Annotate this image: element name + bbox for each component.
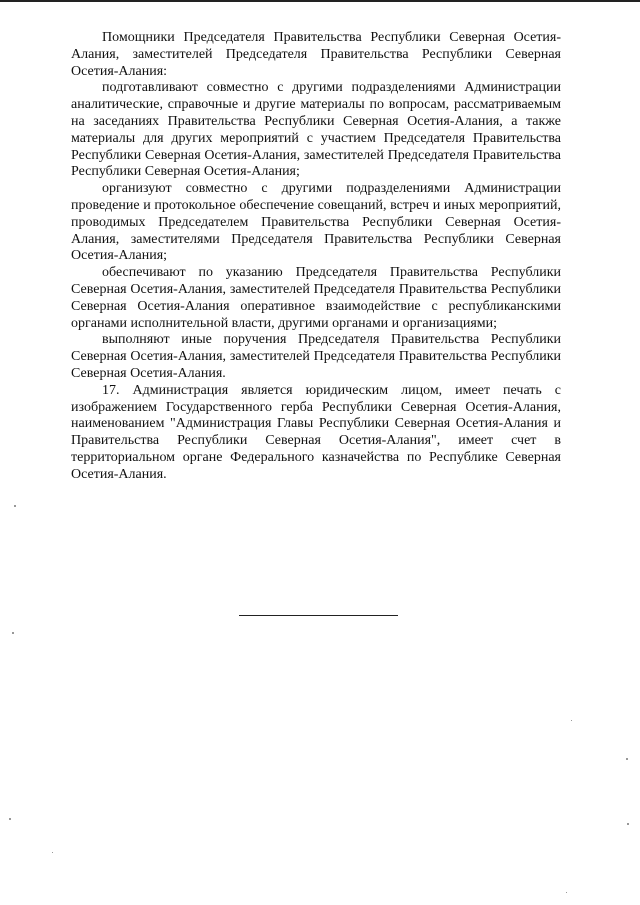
- scan-speck: [9, 818, 11, 820]
- closing-rule-line: [239, 615, 398, 616]
- paragraph-item-17: 17. Администрация является юридическим лицом, имеет печать с изображением Государственного герба Республики Северная Осетия-Алания, наименованием "Администрация Главы Республики Северная Осетия-Алания и Правительства Республики Северная Осетия-Алания", имеет счет в территориальном органе Федерального казначейства по Республике Северная Осетия-Алания.: [71, 382, 561, 482]
- scan-speck: [626, 758, 628, 760]
- scan-speck: [52, 852, 53, 853]
- paragraph-prepare-materials: подготавливают совместно с другими подразделениями Администрации аналитические, справочные и другие материалы по вопросам, рассматриваемым на заседаниях Правительства Республики Северная Осетия-Алания, а также материалы для других мероприятий с участием Председателя Правительства Республики Северная Осетия-Алания, заместителей Председателя Правительства Республики Северная Осетия-Алания;: [71, 80, 561, 180]
- scan-speck: [12, 632, 14, 634]
- scan-speck: [571, 720, 572, 721]
- scan-speck: [14, 505, 16, 507]
- top-border-line: [0, 0, 640, 2]
- paragraph-organize-meetings: организуют совместно с другими подразделениями Администрации проведение и протокольное обеспечение совещаний, встреч и иных мероприятий, проводимых Председателем Правительства Республики Северная Осетия-Алания, заместителями Председателя Правительства Республики Северная Осетия-Алания;: [71, 181, 561, 264]
- paragraph-other-instructions: выполняют иные поручения Председателя Правительства Республики Северная Осетия-Алания, заместителей Председателя Правительства Республики Северная Осетия-Алания.: [71, 332, 561, 381]
- document-body: [71, 30, 561, 484]
- paragraph-assistants-intro: Помощники Председателя Правительства Республики Северная Осетия-Алания, заместителей Председателя Правительства Республики Северная Осетия-Алания:: [71, 30, 561, 79]
- paragraph-ensure-interaction: обеспечивают по указанию Председателя Правительства Республики Северная Осетия-Алания, заместителей Председателя Правительства Республики Северная Осетия-Алания оперативное взаимодействие с республиканскими органами исполнительной власти, другими органами и организациями;: [71, 265, 561, 331]
- scan-speck: [627, 823, 629, 825]
- scan-speck: [566, 892, 567, 893]
